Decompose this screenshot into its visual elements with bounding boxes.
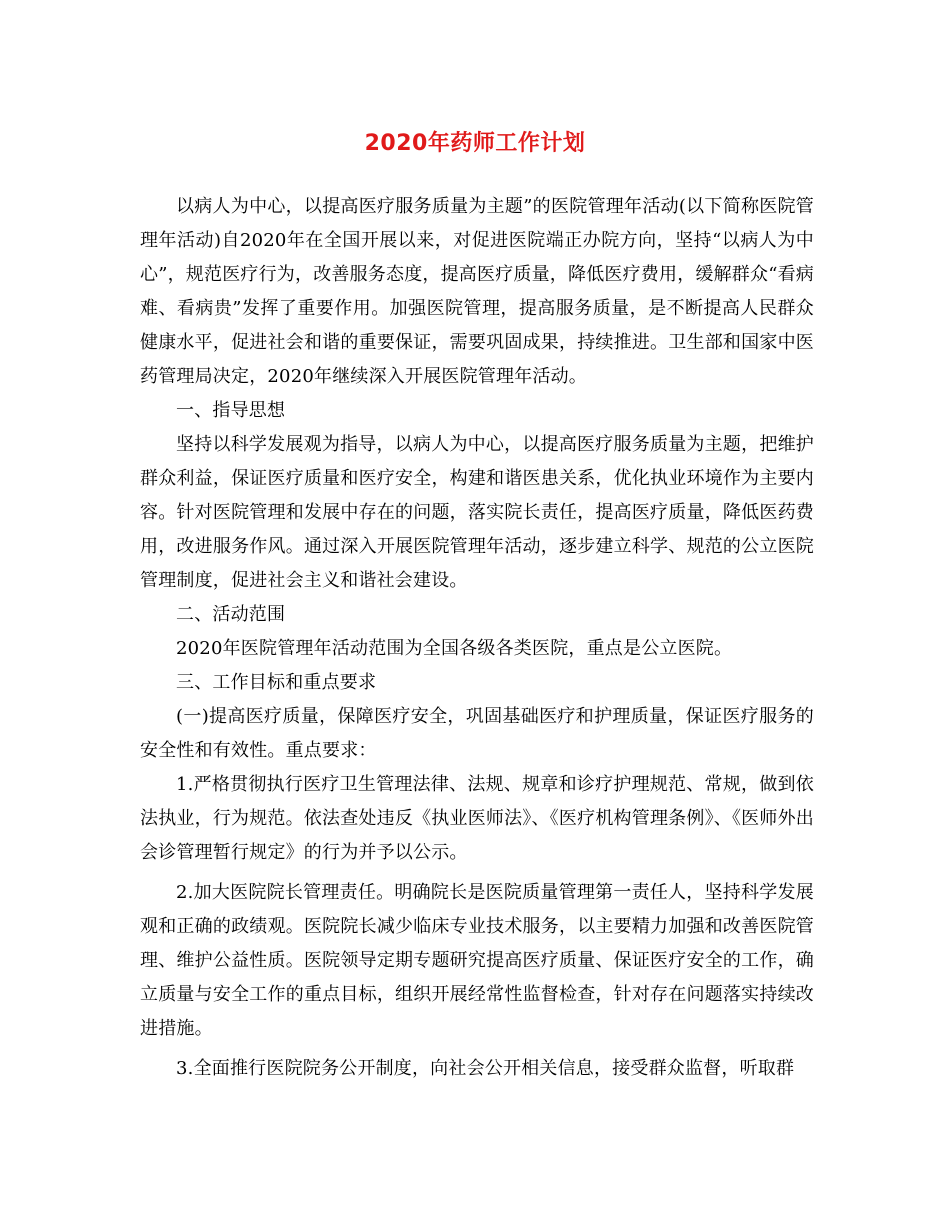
paragraph-activity-scope: 2020年医院管理年活动范围为全国各级各类医院，重点是公立医院。 xyxy=(176,638,733,659)
section-heading-activity-scope: 二、活动范围 xyxy=(176,604,286,625)
section-heading-guiding-ideology: 一、指导思想 xyxy=(176,400,286,421)
paragraph-requirement-1: 1.严格贯彻执行医疗卫生管理法律、法规、规章和诊疗护理规范、常规，做到依法执业，行为规范。依法查处违反《执业医师法》、《医疗机构管理条例》、《医师外出会诊管理暂行规定》的行为并予以公示。 xyxy=(140,774,814,863)
document-title: 2020年药师工作计划 xyxy=(364,131,586,156)
paragraph-guiding-ideology: 坚持以科学发展观为指导，以病人为中心，以提高医疗服务质量为主题，把维护群众利益，保证医疗质量和医疗安全，构建和谐医患关系，优化执业环境作为主要内容。针对医院管理和发展中存在的问题，落实院长责任，提高医疗质量，降低医药费用，改进服务作风。通过深入开展医院管理年活动，逐步建立科学、规范的公立医院管理制度，促进社会主义和谐社会建设。 xyxy=(140,434,814,591)
paragraph-requirement-3: 3.全面推行医院院务公开制度，向社会公开相关信息，接受群众监督，听取群 xyxy=(176,1058,795,1079)
paragraph-intro: 以病人为中心，以提高医疗服务质量为主题”的医院管理年活动(以下简称医院管理年活动)自2020年在全国开展以来，对促进医院端正办院方向，坚持“以病人为中心”，规范医疗行为，改善服务态度，提高医疗质量，降低医疗费用，缓解群众“看病难、看病贵”发挥了重要作用。加强医院管理，提高服务质量，是不断提高人民群众健康水平，促进社会和谐的重要保证，需要巩固成果，持续推进。卫生部和国家中医药管理局决定，2020年继续深入开展医院管理年活动。 xyxy=(140,196,815,387)
document-body xyxy=(140,190,814,1086)
paragraph-requirement-2: 2.加大医院院长管理责任。明确院长是医院质量管理第一责任人，坚持科学发展观和正确的政绩观。医院院长减少临床专业技术服务，以主要精力加强和改善医院管理、维护公益性质。医院领导定期专题研究提高医疗质量、保证医疗安全的工作，确立质量与安全工作的重点目标，组织开展经常性监督检查，针对存在问题落实持续改进措施。 xyxy=(140,882,814,1039)
paragraph-goal-1: (一)提高医疗质量，保障医疗安全，巩固基础医疗和护理质量，保证医疗服务的安全性和有效性。重点要求： xyxy=(140,706,814,761)
section-heading-goals: 三、工作目标和重点要求 xyxy=(176,672,377,693)
